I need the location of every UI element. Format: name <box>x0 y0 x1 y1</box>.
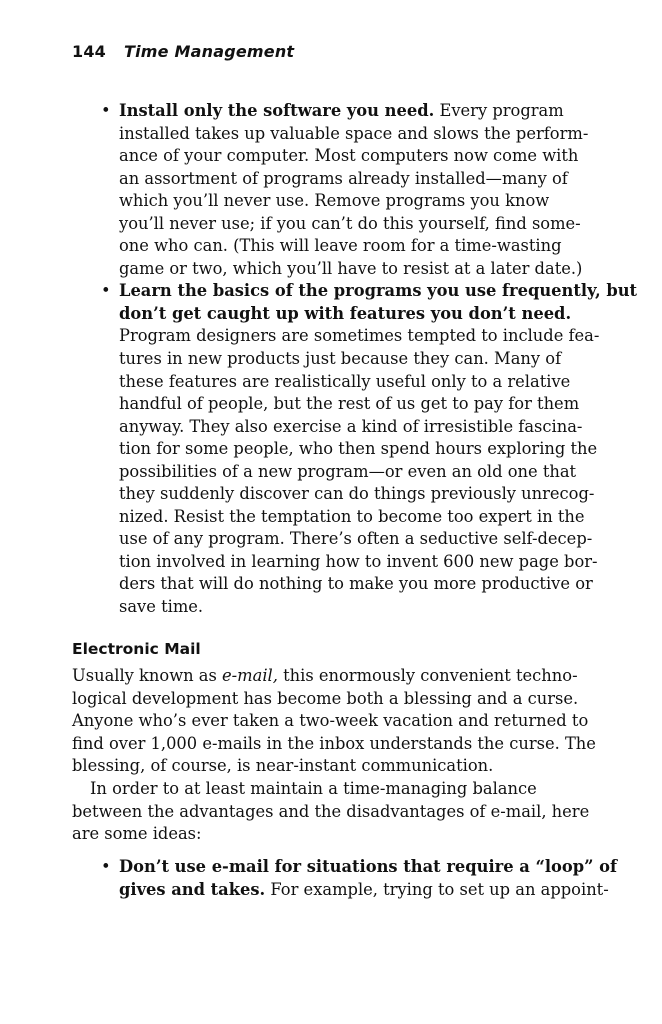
emphasis-term: e-mail, <box>222 666 278 685</box>
paragraph-email-ideas <box>72 778 592 846</box>
bullet-dot-icon: • <box>101 281 111 301</box>
text-line: save time. <box>119 597 204 617</box>
text-line: blessing, of course, is near-instant communication. <box>72 756 494 776</box>
bullet-lead: gives and takes. <box>119 879 266 899</box>
text-line: between the advantages and the disadvantages of e-mail, here <box>72 801 590 821</box>
text-line: game or two, which you’ll have to resist at a later date.) <box>119 258 583 278</box>
list-item: • Install only the software you need. Every program installed takes up valuable space and slows the perform- ance of your computer. Most computers now come with an assortment of programs already installed—many of which you’ll never use. Remove programs you know you’ll never use; if you can’t do this yourself, find some- one who can. (This will leave room for a time-wasting game or two, which you’ll have to resist at a later date.) <box>119 100 589 280</box>
text-line: find over 1,000 e-mails in the inbox understands the curse. The <box>72 733 596 753</box>
section-heading: Electronic Mail <box>72 640 201 658</box>
text-line: possibilities of a new program—or even an old one that <box>119 461 577 481</box>
text-line: anyway. They also exercise a kind of irresistible fascina- <box>119 416 583 436</box>
text-line: tures in new products just because they can. Many of <box>119 349 562 369</box>
text-line: Anyone who’s ever taken a two-week vacation and returned to <box>72 711 589 731</box>
text-line: installed takes up valuable space and slows the perform- <box>119 123 589 143</box>
bullet-lead: Install only the software you need. <box>119 101 435 120</box>
text-line: an assortment of programs already installed—many of <box>119 168 568 188</box>
text-line: handful of people, but the rest of us get to pay for them <box>119 394 580 414</box>
text-line: are some ideas: <box>72 824 202 844</box>
list-item <box>101 280 638 618</box>
text-line: nized. Resist the temptation to become too expert in the <box>119 506 585 526</box>
text-line: tion involved in learning how to invent 600 new page bor- <box>119 551 598 571</box>
bullet-dot-icon: • <box>101 857 111 876</box>
list-item: • Don’t use e-mail for situations that require a “loop” of gives and takes. For example, trying to set up an appoint- <box>101 857 618 899</box>
text-line: In order to at least maintain a time-managing balance <box>90 779 537 798</box>
paragraph-email-intro: Usually known as e-mail, this enormously convenient techno- logical development has become both a blessing and a curse. Anyone who’s ever taken a two-week vacation and returned to find over 1,000 e-mails in the inbox understands the curse. The blessing, of course, is near-instant communication. <box>72 665 592 778</box>
text-line: logical development has become both a blessing and a curse. <box>72 688 579 708</box>
text-line: you’ll never use; if you can’t do this yourself, find some- <box>119 213 581 233</box>
bullet-dot-icon: • <box>101 101 111 120</box>
chapter-title: Time Management <box>124 42 295 61</box>
text-line: Program designers are sometimes tempted to include fea- <box>119 326 600 346</box>
bullet-list-software <box>101 100 638 619</box>
text-line: use of any program. There’s often a seductive self-decep- <box>119 529 593 549</box>
text-line: ance of your computer. Most computers now come with <box>119 146 579 166</box>
bullet-lead: Don’t use e-mail for situations that require a “loop” of <box>119 857 618 876</box>
text-line: these features are realistically useful only to a relative <box>119 371 571 391</box>
text-line: one who can. (This will leave room for a time-wasting <box>119 236 562 256</box>
text-line: tion for some people, who then spend hours exploring the <box>119 439 598 459</box>
text-line: they suddenly discover can do things previously unrecog- <box>119 484 595 504</box>
page-number: 144 <box>72 42 106 61</box>
running-head <box>72 42 294 61</box>
text-line: which you’ll never use. Remove programs you know <box>119 191 550 211</box>
bullet-lead: Learn the basics of the programs you use frequently, but <box>119 281 638 301</box>
bullet-list-email <box>101 856 618 901</box>
bullet-lead: don’t get caught up with features you don’t need. <box>119 303 572 323</box>
text-line: ders that will do nothing to make you more productive or <box>119 574 593 594</box>
